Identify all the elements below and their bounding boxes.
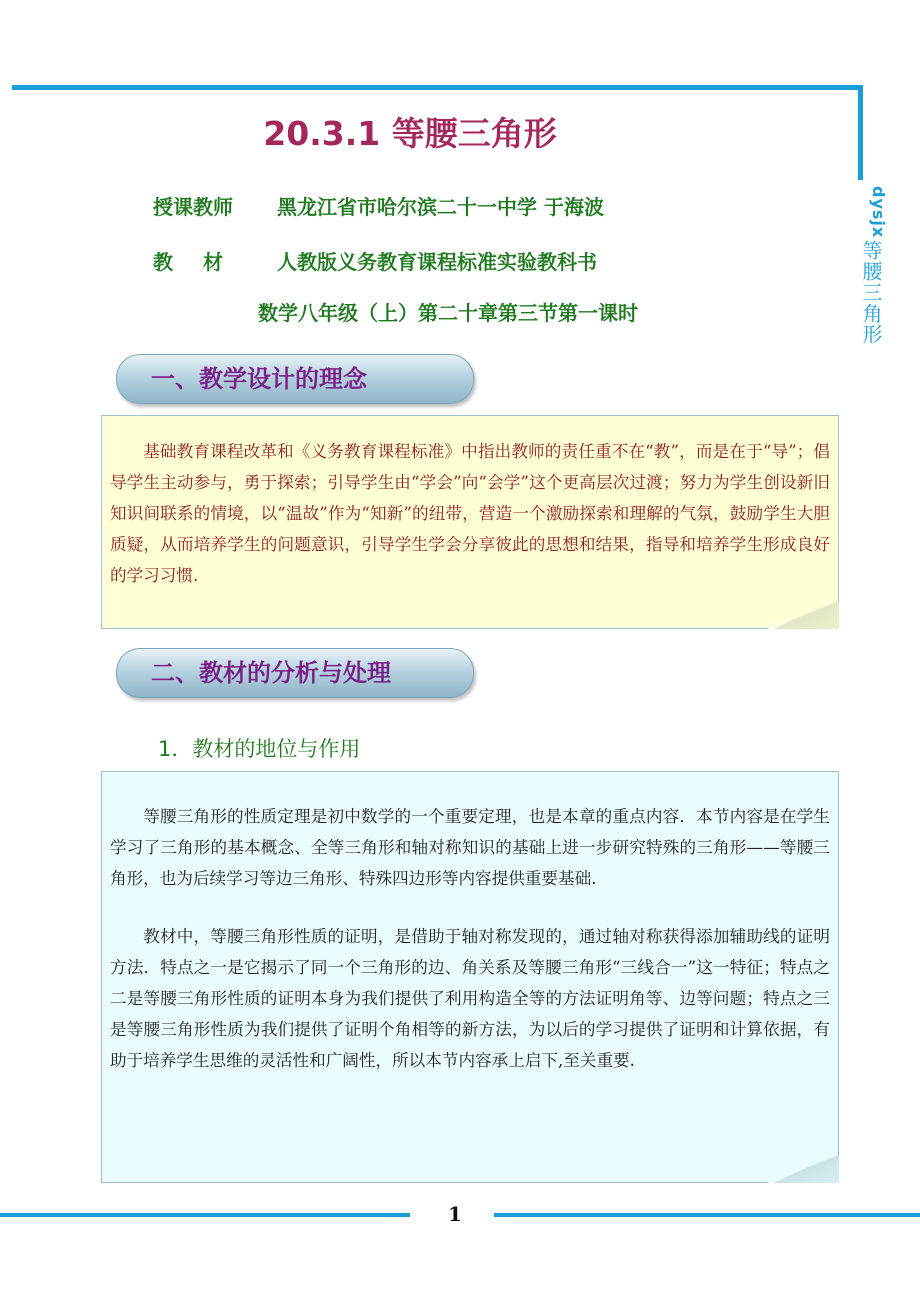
side-title-label: 等腰三角形 <box>859 240 883 345</box>
section2-note-box <box>101 771 839 1183</box>
section1-paragraph: 基础教育课程改革和《义务教育课程标准》中指出教师的责任重不在“教”，而是在于“导”；倡导学生主动参与，勇于探索；引导学生由“学会”向“会学”这个更高层次过渡；努力为学生创设新旧知识间联系的情境，以“温故”作为“知新”的纽带，营造一个激励探索和理解的气氛，鼓励学生大胆质疑，从而培养学生的问题意识，引导学生学会分享彼此的思想和结果，指导和培养学生形成良好的学习习惯. <box>110 442 830 585</box>
textbook-label: 教材 <box>153 250 253 274</box>
section2-paragraph1: 等腰三角形的性质定理是初中数学的一个重要定理，也是本章的重点内容．本节内容是在学生学习了三角形的基本概念、全等三角形和轴对称知识的基础上进一步研究特殊的三角形——等腰三角形，也为后续学习等边三角形、特殊四边形等内容提供重要基础. <box>110 807 830 888</box>
teacher-value: 黑龙江省市哈尔滨二十一中学 于海波 <box>277 195 604 219</box>
section2-paragraph2: 教材中，等腰三角形性质的证明，是借助于轴对称发现的，通过轴对称获得添加辅助线的证明方法．特点之一是它揭示了同一个三角形的边、角关系及等腰三角形“三线合一”这一特征；特点之二是等腰三角形性质的证明本身为我们提供了利用构造全等的方法证明角等、边等问题；特点之三是等腰三角形性质为我们提供了证明个角相等的新方法，为以后的学习提供了证明和计算依据，有助于培养学生思维的灵活性和广阔性，所以本节内容承上启下,至关重要. <box>110 927 830 1070</box>
textbook-value-line2: 数学八年级（上）第二十章第三节第一课时 <box>258 301 638 325</box>
section2-header <box>116 648 474 698</box>
document-title: 20.3.1 等腰三角形 <box>263 114 557 153</box>
section2-subheading: 1．教材的地位与作用 <box>158 737 361 761</box>
page-number: 1 <box>448 1202 462 1226</box>
textbook-value-line1: 人教版义务教育课程标准实验教科书 <box>277 250 597 274</box>
section2-heading: 二、教材的分析与处理 <box>151 659 391 687</box>
section1-note-box <box>101 415 839 629</box>
bottom-frame-line-left <box>0 1213 410 1217</box>
side-brand-label: dysjx <box>869 186 888 239</box>
section1-header <box>116 354 474 404</box>
top-frame-line <box>12 85 862 90</box>
section1-heading: 一、教学设计的理念 <box>151 365 367 393</box>
page-fold-corner <box>767 1155 839 1183</box>
bottom-frame-line-right <box>494 1213 920 1217</box>
right-frame-line <box>858 85 863 180</box>
page-fold-corner <box>767 601 839 629</box>
teacher-label: 授课教师 <box>153 195 233 219</box>
